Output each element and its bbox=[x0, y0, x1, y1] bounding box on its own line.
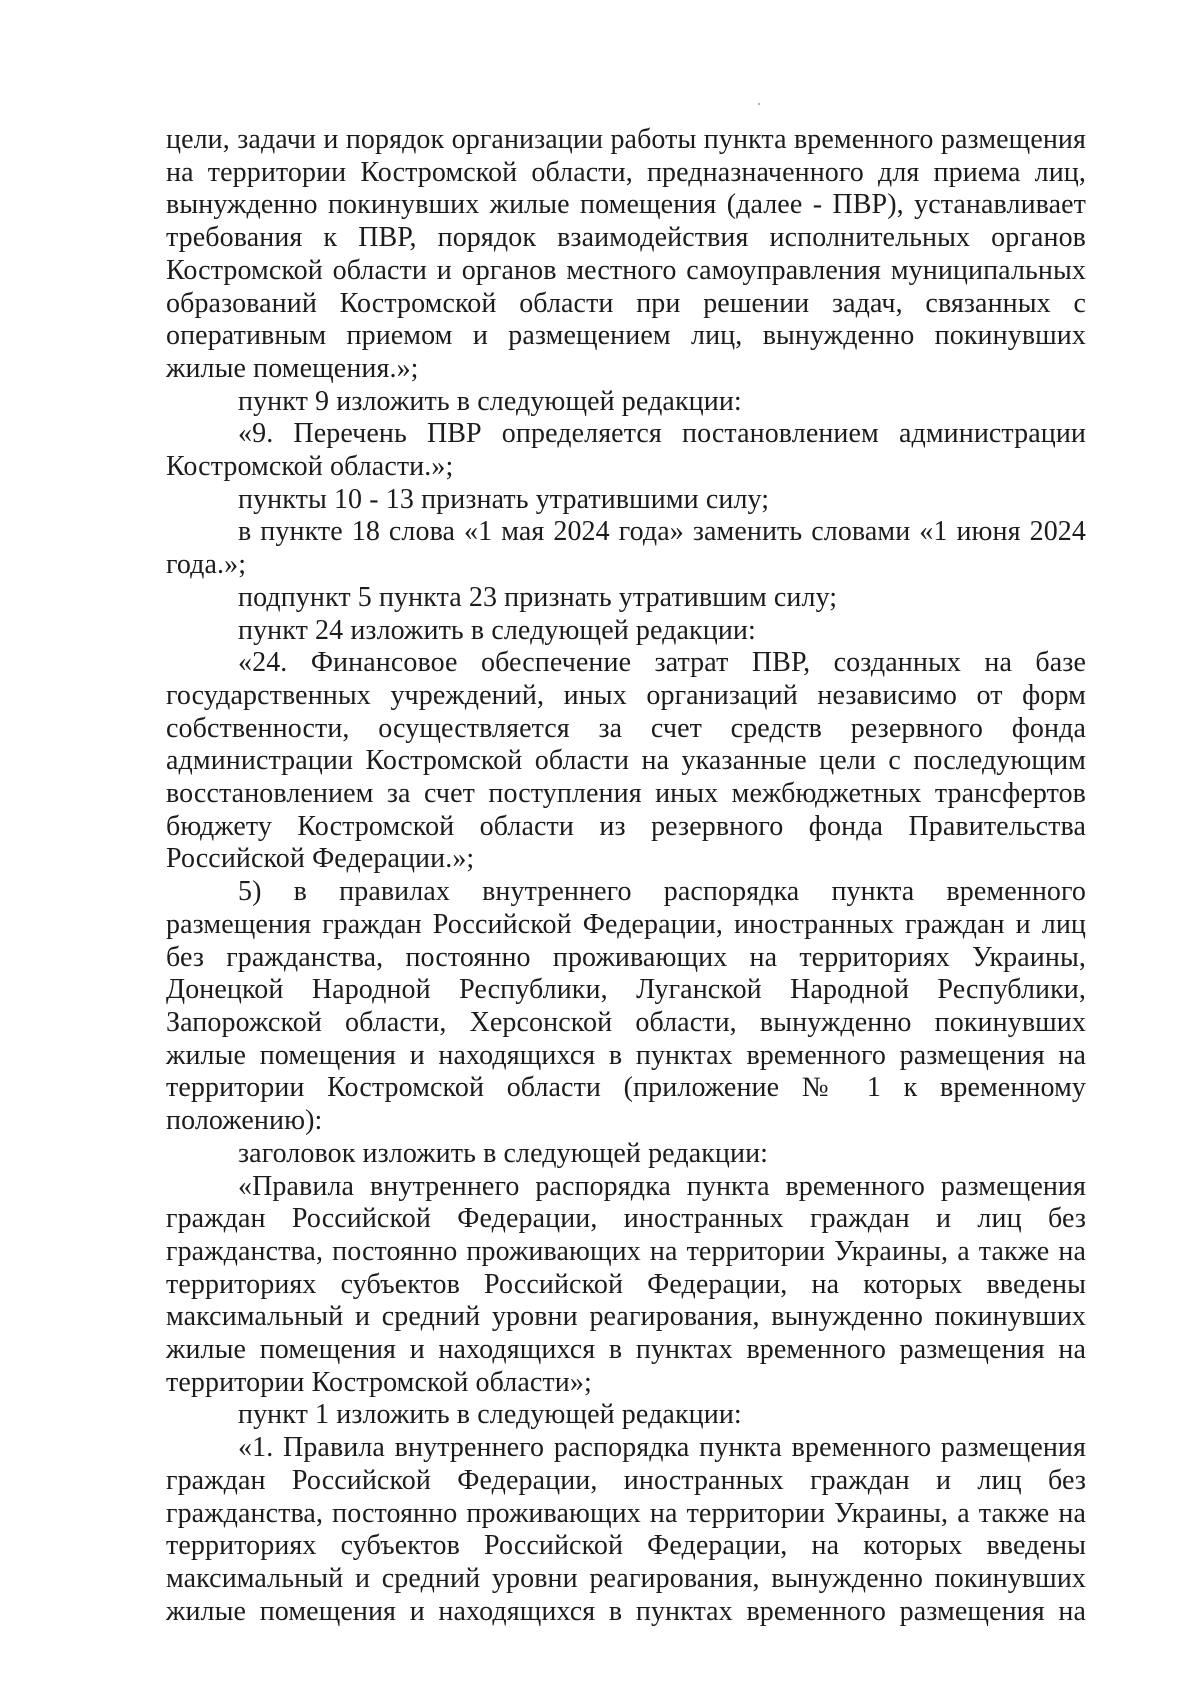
paragraph-heading-instruction: заголовок изложить в следующей редакции: bbox=[238, 1137, 769, 1169]
paragraph-section-5: 5) в правилах внутреннего распорядка пункта временного размещения граждан Российской Федерации, иностранных граждан и лиц без гражданства, постоянно проживающих на территориях Украины, Донецкой Народной Республики, Луганской Народной Республики, Запорожской области, Херсонской области, вынужденно покинувших жилые помещения и находящихся в пунктах временного размещения на территории Костромской области (приложение № 1 к временному положению): bbox=[166, 876, 1086, 1137]
paragraph-subitem-5-item-23: подпункт 5 пункта 23 признать утратившим силу; bbox=[238, 581, 838, 613]
scan-dot bbox=[758, 103, 760, 105]
paragraph-item-24-instruction: пункт 24 изложить в следующей редакции: bbox=[238, 614, 756, 646]
paragraph-item-24-text: «24. Финансовое обеспечение затрат ПВР, созданных на базе государственных учреждений, иных организаций независимо от форм собственности, осуществляется за счет средств резервного фонда администрации Костромской области на указанные цели с последующим восстановлением за счет поступления иных межбюджетных трансфертов бюджету Костромской области из резервного фонда Правительства Российской Федерации.»; bbox=[166, 647, 1086, 875]
paragraph-item-1-text: «1. Правила внутреннего распорядка пункта временного размещения граждан Российской Федерации, иностранных граждан и лиц без гражданства, постоянно проживающих на территории Украины, а также на территориях субъектов Российской Федерации, на которых введены максимальный и средний уровни реагирования, вынужденно покинувших жилые помещения и находящихся в пунктах временного размещения на bbox=[166, 1432, 1086, 1627]
document-body bbox=[166, 124, 1086, 1628]
paragraph-item-1-instruction: пункт 1 изложить в следующей редакции: bbox=[238, 1399, 742, 1431]
paragraph-heading-text: «Правила внутреннего распорядка пункта временного размещения граждан Российской Федерации, иностранных граждан и лиц без гражданства, постоянно проживающих на территории Украины, а также на территориях субъектов Российской Федерации, на которых введены максимальный и средний уровни реагирования, вынужденно покинувших жилые помещения и находящихся в пунктах временного размещения на территории Костромской области»; bbox=[166, 1170, 1086, 1398]
paragraph-item-18: в пункте 18 слова «1 мая 2024 года» заменить словами «1 июня 2024 года.»; bbox=[166, 516, 1086, 581]
paragraph-item-9-text: «9. Перечень ПВР определяется постановлением администрации Костромской области.»; bbox=[166, 418, 1086, 483]
paragraph-items-10-13: пункты 10 - 13 признать утратившими силу; bbox=[238, 483, 770, 515]
paragraph-goals-continuation: цели, задачи и порядок организации работы пункта временного размещения на территории Костромской области, предназначенного для приема лиц, вынужденно покинувших жилые помещения (далее - ПВР), устанавливает требования к ПВР, порядок взаимодействия исполнительных органов Костромской области и органов местного самоуправления муниципальных образований Костромской области при решении задач, связанных с оперативным приемом и размещением лиц, вынужденно покинувших жилые помещения.»; bbox=[166, 124, 1086, 384]
paragraph-item-9-instruction: пункт 9 изложить в следующей редакции: bbox=[238, 385, 742, 417]
